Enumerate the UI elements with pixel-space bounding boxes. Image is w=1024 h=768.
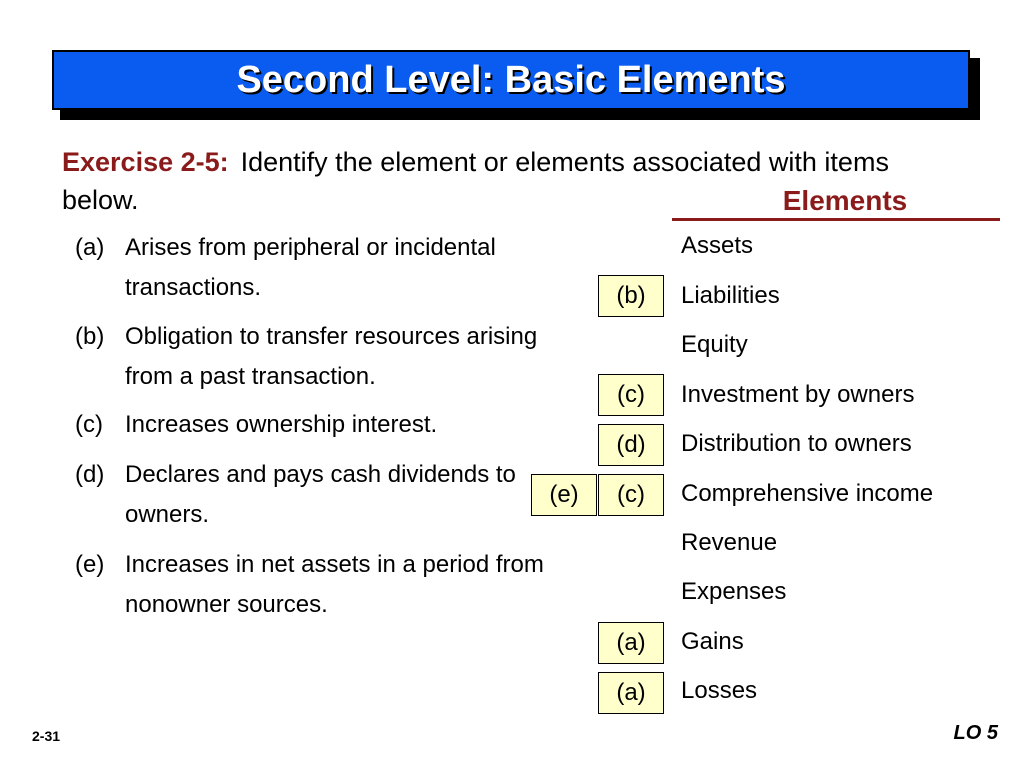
element-distribution-to-owners: Distribution to owners	[681, 430, 912, 457]
answer-losses: (a)	[598, 672, 664, 714]
answer-investment-by-owners: (c)	[598, 374, 664, 416]
exercise-text: Identify the element or elements associated with items below.	[62, 147, 889, 215]
element-equity: Equity	[681, 331, 748, 358]
answer-comprehensive-income-e: (e)	[531, 474, 597, 516]
item-letter: (a)	[75, 234, 105, 261]
slide-title: Second Level: Basic Elements	[236, 58, 786, 101]
element-comprehensive-income: Comprehensive income	[681, 480, 934, 507]
learning-objective: LO 5	[953, 722, 998, 744]
item-letter: (d)	[75, 461, 105, 488]
item-text: Increases ownership interest.	[125, 411, 438, 438]
item-letter: (b)	[75, 323, 105, 350]
answer-comprehensive-income-c: (c)	[598, 474, 664, 516]
exercise-label: Exercise 2-5:	[62, 147, 229, 177]
item-text: Arises from peripheral or incidental transactions.	[125, 234, 496, 301]
elements-underline	[672, 218, 1000, 221]
item-text: Declares and pays cash dividends to owners.	[125, 461, 516, 528]
element-investment-by-owners: Investment by owners	[681, 381, 915, 408]
elements-heading: Elements	[782, 185, 908, 216]
element-expenses: Expenses	[681, 578, 787, 605]
answer-distribution-to-owners: (d)	[598, 424, 664, 466]
title-banner	[52, 50, 970, 110]
item-letter: (c)	[75, 411, 103, 438]
item-letter: (e)	[75, 551, 105, 578]
item-text: Obligation to transfer resources arising from a past transaction.	[125, 323, 538, 390]
element-liabilities: Liabilities	[681, 282, 780, 309]
page-number: 2-31	[32, 728, 61, 744]
element-assets: Assets	[681, 232, 754, 259]
element-losses: Losses	[681, 677, 758, 704]
element-revenue: Revenue	[681, 529, 778, 556]
element-gains: Gains	[681, 628, 744, 655]
item-text: Increases in net assets in a period from nonowner sources.	[125, 551, 544, 618]
answer-gains: (a)	[598, 622, 664, 664]
answer-liabilities: (b)	[598, 275, 664, 317]
